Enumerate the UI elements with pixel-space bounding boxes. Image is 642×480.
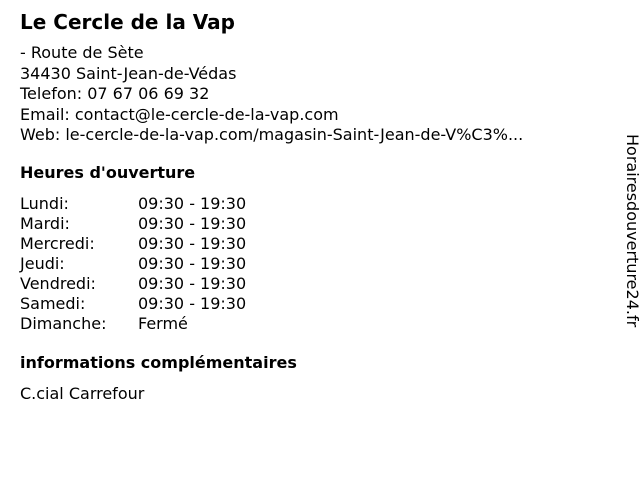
time-value: 09:30 - 19:30 (138, 214, 247, 233)
day-label: Mercredi: (20, 234, 95, 253)
day-label: Lundi: (20, 194, 69, 213)
hours-table (20, 194, 246, 334)
time-value: 09:30 - 19:30 (138, 294, 247, 313)
hours-row-tuesday (20, 214, 246, 234)
street-line: - Route de Sète (20, 43, 144, 62)
day-label: Vendredi: (20, 274, 96, 293)
day-label: Jeudi: (20, 254, 65, 273)
hours-row-wednesday (20, 234, 246, 254)
info-text: C.cial Carrefour (20, 384, 145, 403)
time-value: 09:30 - 19:30 (138, 194, 247, 213)
address-block (20, 43, 523, 146)
hours-row-saturday (20, 294, 246, 314)
hours-row-sunday (20, 314, 246, 334)
time-value: 09:30 - 19:30 (138, 234, 247, 253)
day-label: Mardi: (20, 214, 70, 233)
time-value: Fermé (138, 314, 188, 333)
business-name: Le Cercle de la Vap (20, 10, 235, 34)
time-value: 09:30 - 19:30 (138, 254, 247, 273)
side-brand-text: Horairesdouverture24.fr (623, 134, 642, 328)
web-line: Web: le-cercle-de-la-vap.com/magasin-Saint-Jean-de-V%C3%... (20, 125, 524, 144)
email-line: Email: contact@le-cercle-de-la-vap.com (20, 104, 339, 124)
hours-row-monday (20, 194, 246, 214)
city-line: 34430 Saint-Jean-de-Védas (20, 63, 237, 83)
info-heading: informations complémentaires (20, 353, 297, 372)
hours-row-friday (20, 274, 246, 294)
day-label: Dimanche: (20, 314, 107, 333)
hours-row-thursday (20, 254, 246, 274)
time-value: 09:30 - 19:30 (138, 274, 247, 293)
day-label: Samedi: (20, 294, 86, 313)
hours-heading: Heures d'ouverture (20, 163, 196, 182)
phone-line: Telefon: 07 67 06 69 32 (20, 84, 210, 103)
